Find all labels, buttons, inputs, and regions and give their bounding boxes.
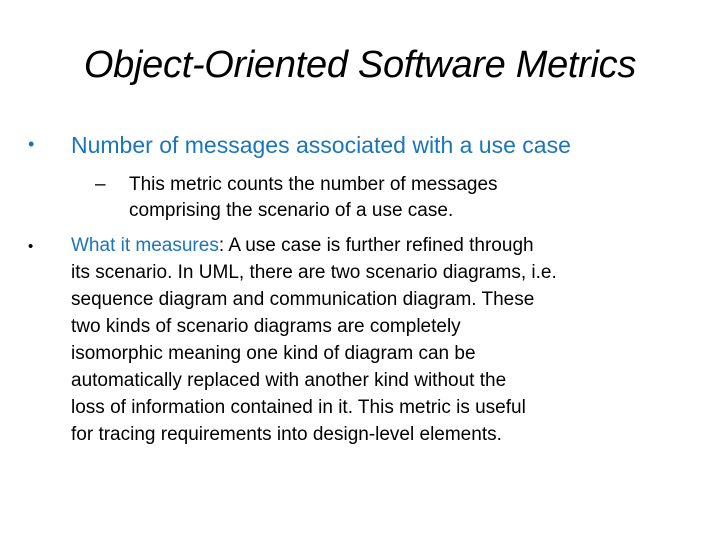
- bullet-line: for tracing requirements into design-level elements.: [71, 424, 502, 445]
- bullet-text: Number of messages associated with a use case: [71, 132, 571, 158]
- bullet-marker: •: [28, 238, 34, 255]
- bullet-line: its scenario. In UML, there are two scenario diagrams, i.e.: [71, 262, 557, 283]
- slide-title: Object-Oriented Software Metrics: [83, 44, 637, 86]
- bullet-line: automatically replaced with another kind without the: [71, 370, 507, 391]
- bullet-line: sequence diagram and communication diagram. These: [71, 289, 535, 310]
- bullet-marker: •: [28, 134, 35, 154]
- what-it-measures-label: What it measures: [71, 235, 219, 256]
- sub-bullet-line: This metric counts the number of messages: [129, 174, 498, 195]
- bullet-first-line: [71, 232, 534, 259]
- bullet-line: loss of information contained in it. This metric is useful: [71, 397, 526, 418]
- bullet-first-line-rest: : A use case is further refined through: [218, 235, 534, 256]
- sub-bullet-line: comprising the scenario of a use case.: [129, 200, 454, 221]
- bullet-line: two kinds of scenario diagrams are completely: [71, 316, 461, 337]
- bullet-line: isomorphic meaning one kind of diagram can be: [71, 343, 476, 364]
- sub-bullet-marker: –: [95, 174, 106, 195]
